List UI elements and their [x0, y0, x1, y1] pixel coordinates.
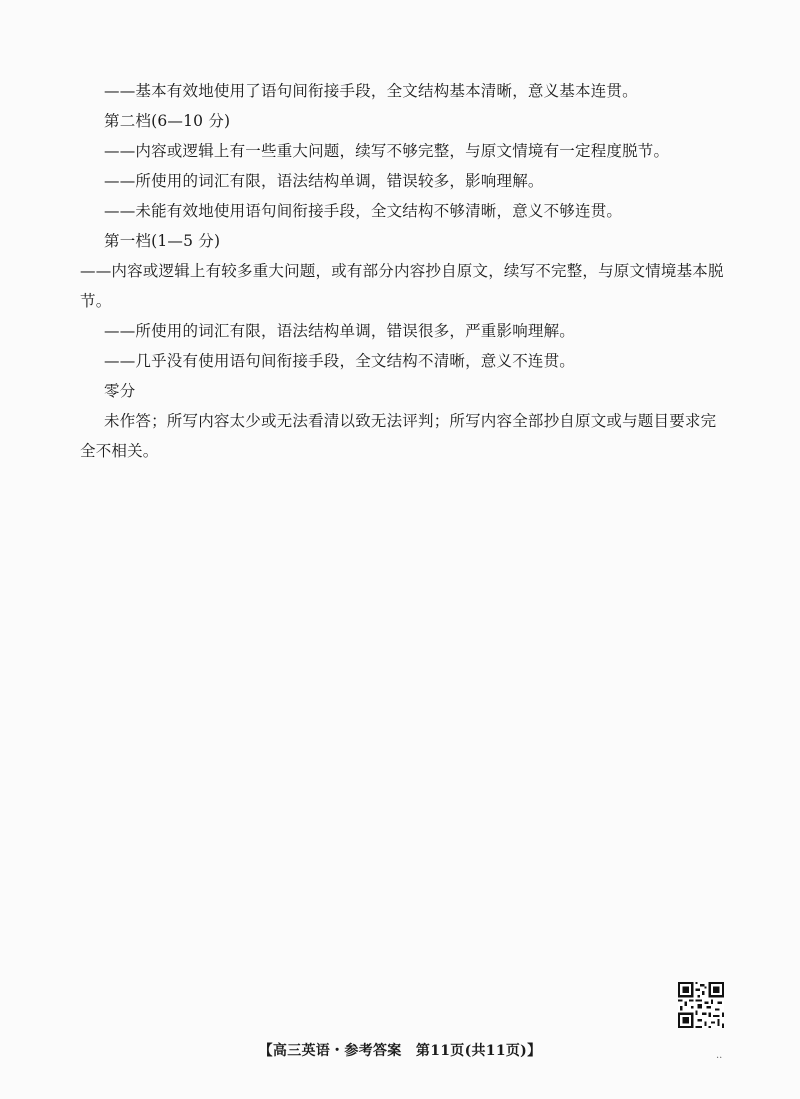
criterion-line: ——几乎没有使用语句间衔接手段，全文结构不清晰，意义不连贯。 [104, 352, 576, 370]
qr-code-icon [678, 982, 724, 1028]
criterion-line: ——内容或逻辑上有一些重大问题，续写不够完整，与原文情境有一定程度脱节。 [104, 142, 670, 160]
criterion-line: ——内容或逻辑上有较多重大问题，或有部分内容抄自原文，续写不完整，与原文情境基本脱节。 [80, 262, 724, 310]
page-footer: 【高三英语・参考答案 第11页(共11页)】 [258, 1043, 542, 1059]
grade-heading-second: 第二档(6—10 分) [104, 112, 231, 130]
criterion-line: ——基本有效地使用了语句间衔接手段，全文结构基本清晰，意义基本连贯。 [104, 82, 638, 100]
document-body [80, 76, 728, 466]
zero-score-description: 未作答；所写内容太少或无法看清以致无法评判；所写内容全部抄自原文或与题目要求完全不相关。 [80, 412, 717, 460]
criterion-line: ——所使用的词汇有限，语法结构单调，错误很多，严重影响理解。 [104, 322, 576, 340]
scan-mark: .. [716, 1050, 723, 1061]
criterion-line: ——所使用的词汇有限，语法结构单调，错误较多，影响理解。 [104, 172, 544, 190]
grade-heading-zero: 零分 [104, 382, 136, 400]
criterion-line: ——未能有效地使用语句间衔接手段，全文结构不够清晰，意义不够连贯。 [104, 202, 623, 220]
grade-heading-first: 第一档(1—5 分) [104, 232, 221, 250]
